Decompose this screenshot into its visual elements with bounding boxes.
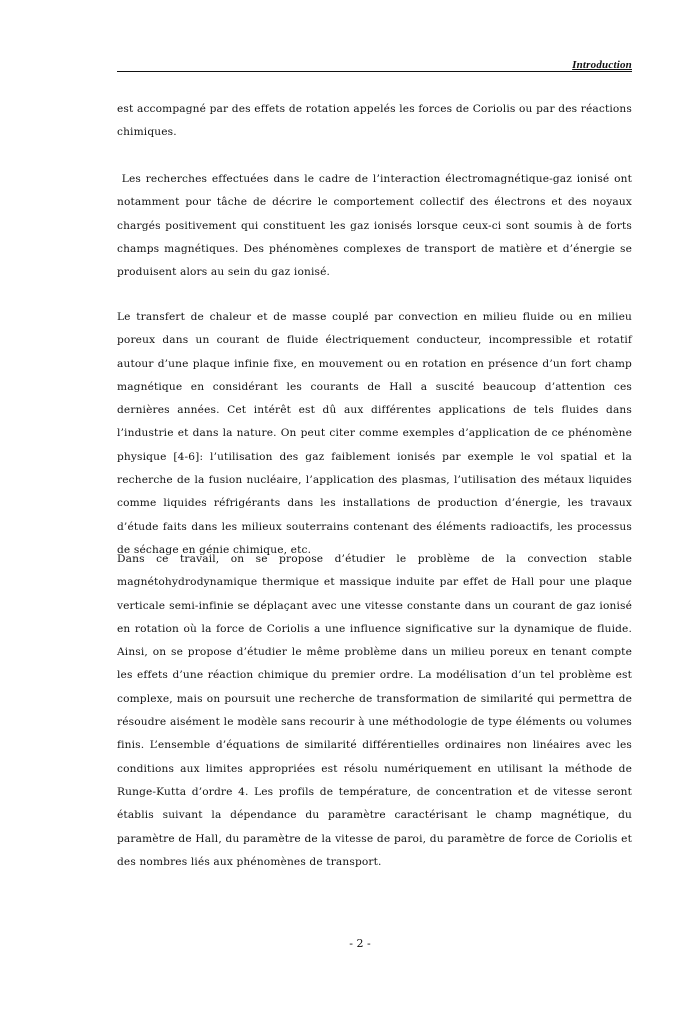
paragraph-text: Dans ce travail, on se propose d’étudier le problème de la convection stable magnétohydrodynamique thermique et massique induite par effet de Hall pour une plaque verticale semi-infinie se déplaçant avec une vitesse constante dans un courant de gaz ionisé en rotation où la force de Coriolis a une influence significative sur la dynamique de fluide. Ainsi, on se propose d’étudier le même problème dans un milieu poreux en tenant compte les effets d’une réaction chimique du premier ordre. La modélisation d’un tel problème est complexe, mais on poursuit une recherche de transformation de similarité qui permettra de résoudre aisément le modèle sans recourir à une méthodologie de type éléments ou volumes finis. L’ensemble d’équations de similarité différentielles ordinaires non linéaires avec les conditions aux limites appropriées est résolu numériquement en utilisant la méthode de Runge-Kutta d’ordre 4. Les profils de température, de concentration et de vitesse seront établis suivant la dépendance du paramètre caractérisant le champ magnétique, du paramètre de Hall, du paramètre de la vitesse de paroi, du paramètre de force de Coriolis et des nombres liés aux phénomènes de transport.: [117, 553, 632, 868]
paragraph-1: [117, 98, 632, 145]
paragraph-3: [117, 306, 632, 562]
paragraph-4: [117, 548, 632, 874]
page-number: - 2 -: [349, 937, 371, 950]
paragraph-text: Les recherches effectuées dans le cadre de l’interaction électromagnétique-gaz ionisé ont notamment pour tâche de décrire le comportement collectif des électrons et des noyaux chargés positivement qui constituent les gaz ionisés lorsque ceux-ci sont soumis à de forts champs magnétiques. Des phénomènes complexes de transport de matière et d’énergie se produisent alors au sein du gaz ionisé.: [117, 173, 636, 279]
paragraph-text: Le transfert de chaleur et de masse couplé par convection en milieu fluide ou en milieu poreux dans un courant de fluide électriquement conducteur, incompressible et rotatif autour d’une plaque infinie fixe, en mouvement ou en rotation en présence d’un fort champ magnétique en considérant les courants de Hall a suscité beaucoup d’attention ces dernières années. Cet intérêt est dû aux différentes applications de tels fluides dans l’industrie et dans la nature. On peut citer comme exemples d’application de ce phénomène physique [4-6]: l’utilisation des gaz faiblement ionisés par exemple le vol spatial et la recherche de la fusion nucléaire, l’application des plasmas, l’utilisation des métaux liquides comme liquides réfrigérants dans les installations de production d’énergie, les travaux d’étude faits dans les milieux souterrains contenant des éléments radioactifs, les processus de séchage en génie chimique, etc.: [117, 311, 632, 556]
running-header-title: Introduction: [572, 59, 632, 71]
header-rule: [117, 71, 632, 72]
paragraph-2: [117, 168, 636, 284]
paragraph-text: est accompagné par des effets de rotation appelés les forces de Coriolis ou par des réactions chimiques.: [117, 103, 632, 139]
